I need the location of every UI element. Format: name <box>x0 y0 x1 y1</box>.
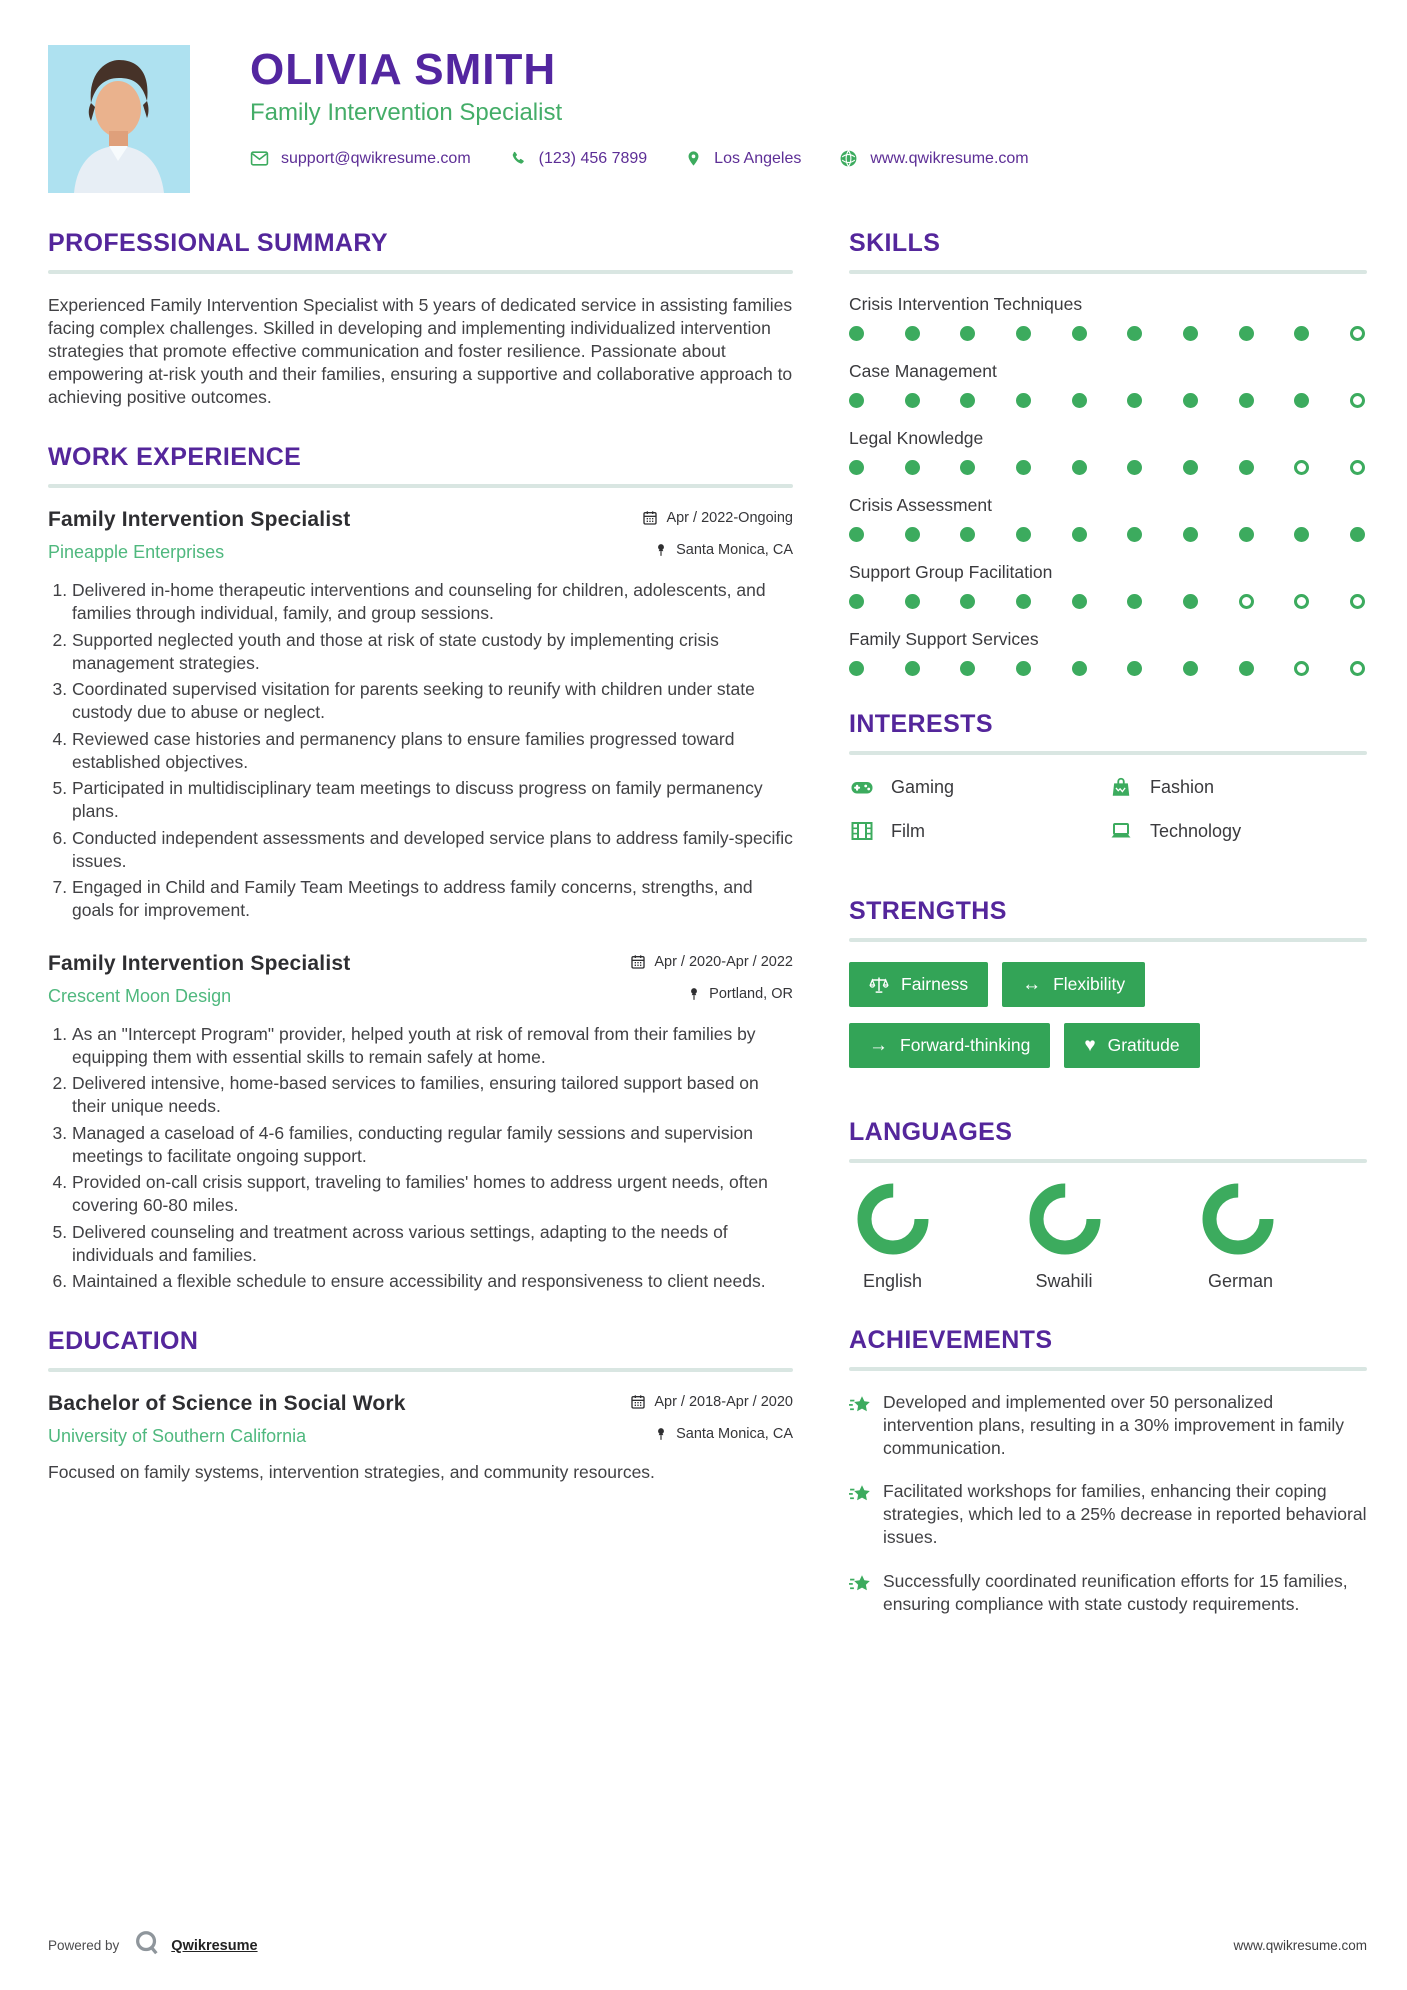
language-item <box>849 1183 1021 1292</box>
strength-label: Forward-thinking <box>900 1035 1031 1055</box>
education-location-text: Santa Monica, CA <box>676 1426 793 1443</box>
mail-icon <box>250 149 269 168</box>
profile-photo-illustration <box>48 45 190 193</box>
job-location-text: Santa Monica, CA <box>676 542 793 559</box>
qwikresume-brand-link[interactable]: Qwikresume <box>171 1937 258 1954</box>
profile-photo <box>48 45 190 193</box>
section-interests <box>849 710 1367 863</box>
skill-rating-dots <box>849 594 1367 609</box>
strength-badge <box>1064 1023 1199 1068</box>
job-entry <box>48 508 793 922</box>
person-name: OLIVIA SMITH <box>250 45 557 94</box>
footer <box>48 1909 1367 1962</box>
education-entry <box>48 1392 793 1484</box>
gamepad-icon <box>849 775 875 799</box>
language-progress-ring <box>857 1183 929 1255</box>
location-pin-icon <box>685 149 702 168</box>
globe-icon <box>839 149 858 168</box>
job-company: Crescent Moon Design <box>48 985 232 1006</box>
achievement-item <box>849 1480 1367 1549</box>
skill-label: Case Management <box>849 361 997 381</box>
scales-icon <box>869 975 889 995</box>
skill-item <box>849 294 1367 341</box>
person-title: Family Intervention Specialist <box>250 99 563 127</box>
section-professional-summary <box>48 229 793 409</box>
degree-title: Bachelor of Science in Social Work <box>48 1392 406 1416</box>
calendar-icon <box>630 954 646 970</box>
heading-rule <box>849 1367 1367 1371</box>
arrow-right-icon: → <box>869 1035 888 1056</box>
skill-item <box>849 629 1367 676</box>
job-company: Pineapple Enterprises <box>48 542 225 563</box>
film-icon <box>849 819 875 843</box>
right-column <box>849 229 1367 1909</box>
contact-email[interactable] <box>250 149 471 168</box>
job-dates <box>630 954 793 970</box>
strength-label: Gratitude <box>1107 1035 1180 1055</box>
skill-rating-dots <box>849 460 1367 475</box>
job-dates <box>642 510 793 526</box>
skill-label: Family Support Services <box>849 629 1039 649</box>
strength-label: Flexibility <box>1053 974 1126 994</box>
interest-label: Gaming <box>891 776 955 797</box>
achievement-text: Developed and implemented over 50 personalized intervention plans, resulting in a 30% improvement in family communication. <box>883 1392 1345 1459</box>
heading-rule <box>849 938 1367 942</box>
languages-heading: LANGUAGES <box>849 1118 1013 1146</box>
job-entry <box>48 952 793 1293</box>
shooting-star-icon <box>849 1572 883 1616</box>
section-skills <box>849 229 1367 676</box>
calendar-icon <box>630 1394 646 1410</box>
footer-url[interactable]: www.qwikresume.com <box>1233 1938 1367 1953</box>
section-education <box>48 1327 793 1484</box>
powered-by-text: Powered by <box>48 1938 120 1953</box>
job-title: Family Intervention Specialist <box>48 951 351 975</box>
strength-badge <box>849 962 988 1007</box>
interests-heading: INTERESTS <box>849 710 993 738</box>
education-dates <box>630 1394 793 1410</box>
contact-location <box>685 149 801 168</box>
phone-icon <box>509 150 527 168</box>
work-heading: WORK EXPERIENCE <box>48 443 302 472</box>
job-bullet-list: 1. As an "Intercept Program" provider, helped youth at risk of removal from their families by equipping them with essential skills to remain safely at home. 2. Delivered intensive, home-based services to families, ensuring tailored support based on their unique needs. 3. Managed a caseload of 4-6 families, conducting regular family sessions and supervision meetings to facilitate ongoing support. 4. Provided on-call crisis support, traveling to families' homes to address urgent needs, often covering 60-80 miles. 5. Delivered counseling and treatment across various settings, adapting to the needs of individuals and families. 6. Maintained a flexible schedule to ensure accessibility and responsiveness to client needs. <box>48 1023 793 1293</box>
header <box>48 45 1367 193</box>
language-progress-ring <box>1202 1183 1274 1255</box>
left-column <box>48 229 793 1909</box>
interest-item <box>1108 775 1367 799</box>
shooting-star-icon <box>849 1393 883 1460</box>
achievement-item <box>849 1570 1367 1616</box>
interest-item <box>849 819 1108 843</box>
skill-rating-dots <box>849 661 1367 676</box>
skill-label: Crisis Intervention Techniques <box>849 294 1083 314</box>
section-achievements <box>849 1326 1367 1616</box>
job-title: Family Intervention Specialist <box>48 508 351 532</box>
skill-item <box>849 428 1367 475</box>
interest-label: Fashion <box>1150 776 1215 797</box>
heading-rule <box>849 270 1367 274</box>
job-location-text: Portland, OR <box>709 985 793 1002</box>
pushpin-icon <box>654 542 668 558</box>
language-item <box>1194 1183 1366 1292</box>
shooting-star-icon <box>849 1482 883 1549</box>
language-label: German <box>1207 1271 1273 1291</box>
qwikresume-logo-icon <box>133 1929 161 1962</box>
strength-label: Fairness <box>901 974 969 994</box>
interest-item <box>849 775 1108 799</box>
contact-row <box>250 149 1067 168</box>
shopping-bag-icon <box>1108 775 1134 799</box>
school-name: University of Southern California <box>48 1426 307 1447</box>
achievement-text: Facilitated workshops for families, enhancing their coping strategies, which led to a 25% decrease in reported behavioral issues. <box>883 1481 1367 1548</box>
heading-rule <box>849 751 1367 755</box>
skill-rating-dots <box>849 326 1367 341</box>
skill-item <box>849 495 1367 542</box>
education-dates-text: Apr / 2018-Apr / 2020 <box>654 1394 793 1411</box>
summary-heading: PROFESSIONAL SUMMARY <box>48 229 388 257</box>
calendar-icon <box>642 510 658 526</box>
achievement-item <box>849 1391 1367 1460</box>
language-label: English <box>863 1271 923 1291</box>
heart-icon: ♥ <box>1084 1035 1096 1056</box>
skill-rating-dots <box>849 527 1367 542</box>
job-dates-text: Apr / 2022-Ongoing <box>666 510 793 527</box>
achievement-text: Successfully coordinated reunification efforts for 15 families, ensuring compliance with state custody requirements. <box>883 1570 1348 1614</box>
skill-rating-dots <box>849 393 1367 408</box>
contact-website[interactable] <box>839 149 1028 168</box>
skill-label: Support Group Facilitation <box>849 562 1053 582</box>
language-item <box>1021 1183 1193 1292</box>
heading-rule <box>849 1159 1367 1163</box>
language-progress-ring <box>1029 1183 1101 1255</box>
strength-badge <box>1002 962 1145 1007</box>
language-label: Swahili <box>1035 1271 1093 1291</box>
skill-label: Legal Knowledge <box>849 428 984 448</box>
heading-rule <box>48 1368 793 1372</box>
job-bullet-list: 1. Delivered in-home therapeutic interventions and counseling for children, adolescents, and families through individual, family, and group sessions. 2. Supported neglected youth and those at risk of state custody by implementing crisis management strategies. 3. Coordinated supervised visitation for parents seeking to reunify with children under state custody due to abuse or neglect. 4. Reviewed case histories and permanency plans to ensure families progressed toward established objectives. 5. Participated in multidisciplinary team meetings to discuss progress on family permanency plans. 6. Conducted independent assessments and developed service plans to address family-specific issues. 7. Engaged in Child and Family Team Meetings to address family concerns, strengths, and goals for improvement. <box>48 579 793 922</box>
heading-rule <box>48 270 793 274</box>
content-columns <box>48 229 1367 1909</box>
summary-text: Experienced Family Intervention Specialist with 5 years of dedicated service in assisting families facing complex challenges. Skilled in developing and implementing individualized intervention strategies that promote effective communication and foster resilience. Passionate about empowering at-risk youth and their families, ensuring a supportive and collaborative approach to achieving positive outcomes. <box>48 295 793 408</box>
double-arrow-icon: ↔ <box>1022 974 1042 995</box>
strengths-heading: STRENGTHS <box>849 897 1007 925</box>
education-location <box>654 1426 793 1442</box>
skill-item <box>849 562 1367 609</box>
pushpin-icon <box>654 1426 668 1442</box>
strength-badge <box>849 1023 1050 1068</box>
section-work-experience <box>48 443 793 1293</box>
skill-item <box>849 361 1367 408</box>
job-location <box>654 542 793 558</box>
skills-heading: SKILLS <box>849 229 941 257</box>
section-languages <box>849 1118 1367 1292</box>
pushpin-icon <box>687 986 701 1002</box>
laptop-icon <box>1108 819 1134 843</box>
job-dates-text: Apr / 2020-Apr / 2022 <box>654 953 793 970</box>
contact-website-text: www.qwikresume.com <box>870 149 1029 167</box>
education-description: Focused on family systems, intervention strategies, and community resources. <box>48 1462 655 1483</box>
contact-phone-text: (123) 456 7899 <box>538 149 648 167</box>
interest-label: Film <box>891 820 925 841</box>
contact-email-text: support@qwikresume.com <box>281 149 471 167</box>
job-location <box>687 986 793 1002</box>
interest-item <box>1108 819 1367 843</box>
skill-label: Crisis Assessment <box>849 495 992 515</box>
contact-phone[interactable] <box>509 150 648 168</box>
header-info <box>250 45 1067 168</box>
section-strengths <box>849 897 1367 1084</box>
contact-location-text: Los Angeles <box>714 149 802 167</box>
achievements-heading: ACHIEVEMENTS <box>849 1326 1053 1354</box>
heading-rule <box>48 484 793 488</box>
education-heading: EDUCATION <box>48 1327 199 1356</box>
interest-label: Technology <box>1150 820 1242 841</box>
